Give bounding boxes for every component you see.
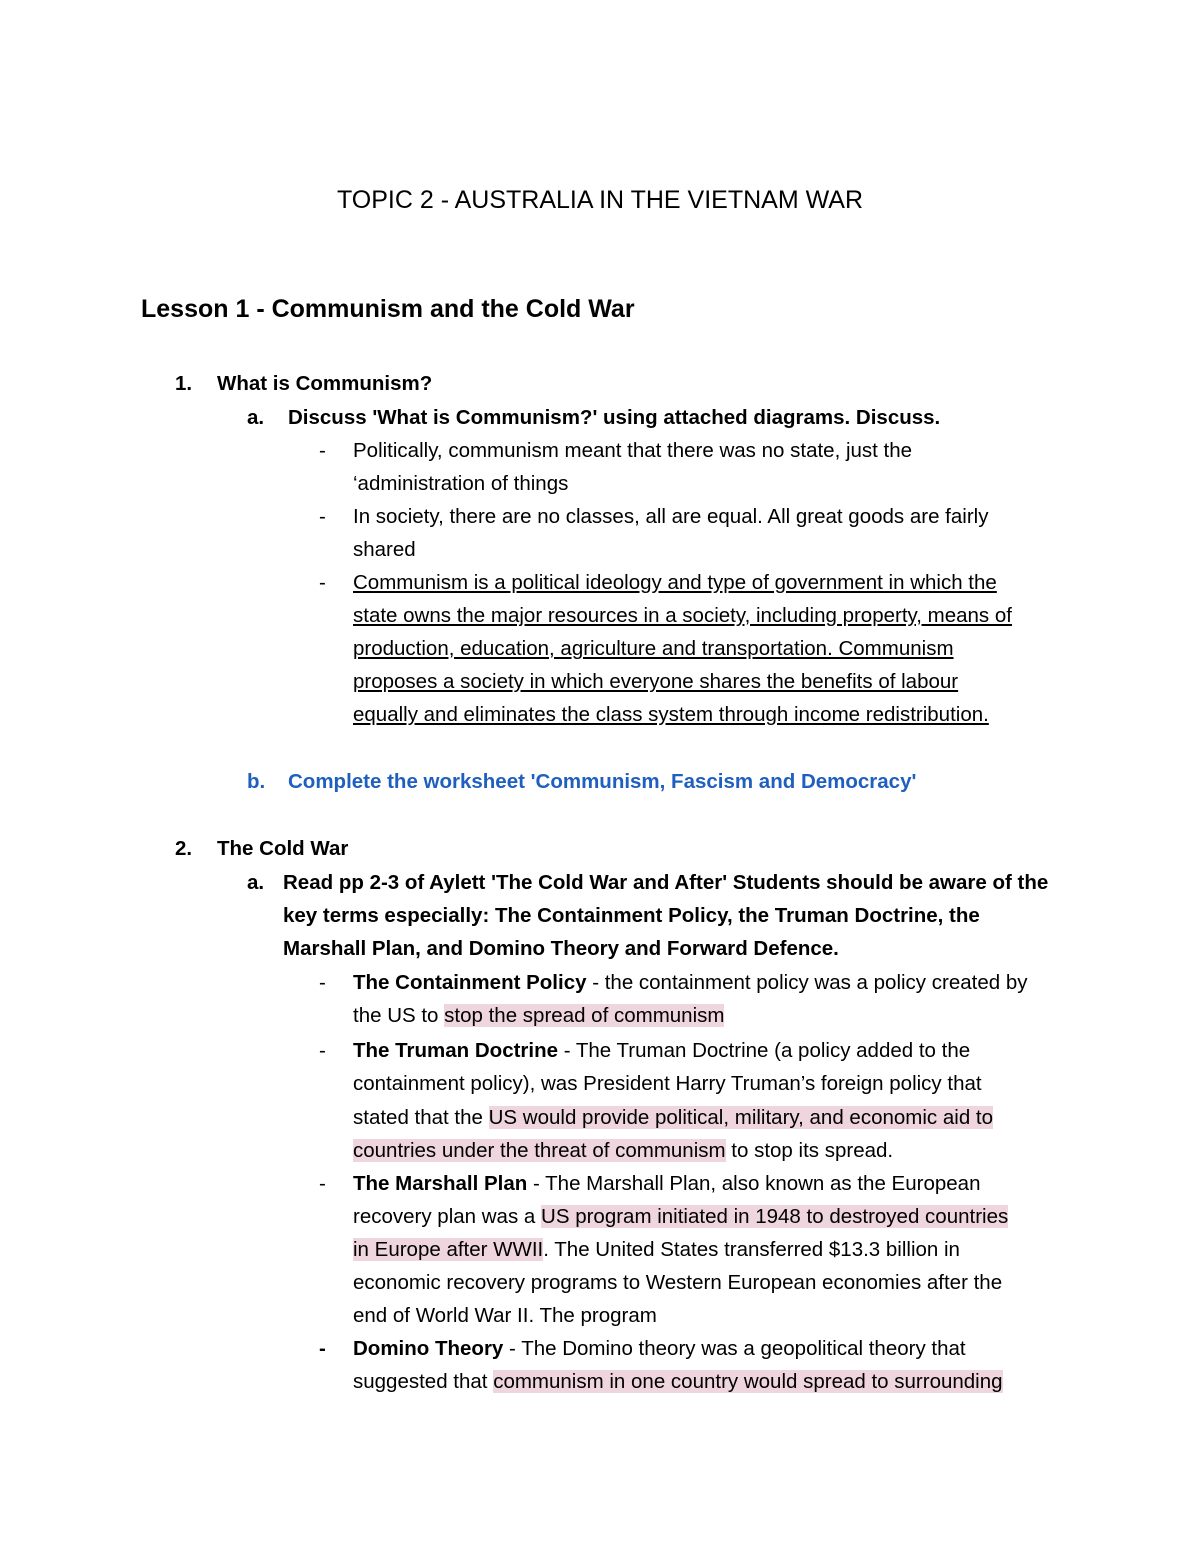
section2-number: 2.: [175, 837, 193, 860]
bullet-dash: -: [319, 439, 326, 462]
marshall-line5: end of World War II. The program: [353, 1304, 657, 1327]
bullet3-line3: production, education, agriculture and transportation. Communism: [353, 637, 954, 660]
containment-highlight: stop the spread of communism: [444, 1004, 725, 1027]
bullet3-line4: proposes a society in which everyone shares the benefits of labour: [353, 670, 959, 693]
truman-l3-plain: stated that the: [353, 1106, 489, 1129]
page-title: TOPIC 2 - AUSTRALIA IN THE VIETNAM WAR: [336, 186, 864, 214]
marshall-l2-plain: recovery plan was a: [353, 1205, 542, 1228]
bullet3-line5: equally and eliminates the class system through income redistribution.: [353, 703, 989, 726]
marshall-l3-plain: . The United States transferred $13.3 billion in: [543, 1238, 960, 1261]
domino-highlight: communism in one country would spread to surrounding: [493, 1370, 1003, 1393]
marshall-line2: [353, 1200, 1008, 1233]
section2-a-line1: Read pp 2-3 of Aylett 'The Cold War and After' Students should be aware of the: [283, 871, 1049, 894]
section1-b-marker: b.: [247, 770, 266, 793]
bullet-dash: -: [319, 571, 326, 594]
marshall-l1-rest: - The Marshall Plan, also known as the European: [527, 1172, 981, 1195]
section2-a-marker: a.: [247, 871, 265, 894]
bullet-dash: -: [319, 505, 326, 528]
domino-l1-rest: - The Domino theory was a geopolitical theory that: [503, 1337, 966, 1360]
domino-term: Domino Theory: [353, 1337, 504, 1360]
bullet2-line2: shared: [353, 538, 416, 561]
bullet-dash: -: [319, 1172, 326, 1195]
bullet1-line2: ‘administration of things: [353, 472, 569, 495]
truman-l4-plain: to stop its spread.: [725, 1139, 894, 1162]
bullet3-line1: Communism is a political ideology and type of government in which the: [353, 571, 997, 594]
containment-term: The Containment Policy: [353, 971, 587, 994]
truman-line4: [353, 1134, 893, 1167]
containment-line2: [353, 999, 724, 1032]
truman-line3: [353, 1101, 993, 1134]
containment-line1: [353, 966, 1027, 999]
truman-line1: [353, 1034, 970, 1067]
section2-a-line2: key terms especially: The Containment Policy, the Truman Doctrine, the: [283, 904, 980, 927]
truman-highlight-1: US would provide political, military, and economic aid to: [488, 1106, 994, 1129]
lesson-heading: Lesson 1 - Communism and the Cold War: [141, 295, 635, 323]
bullet-dash: -: [319, 1337, 326, 1360]
domino-l2-plain: suggested that: [353, 1370, 494, 1393]
bullet3-line2: state owns the major resources in a society, including property, means of: [353, 604, 1012, 627]
section1-a-marker: a.: [247, 406, 265, 429]
marshall-line4: economic recovery programs to Western European economies after the: [353, 1271, 1003, 1294]
domino-line1: [353, 1332, 966, 1365]
section1-number: 1.: [175, 372, 193, 395]
marshall-highlight-1: US program initiated in 1948 to destroyed countries: [541, 1205, 1009, 1228]
bullet-dash: -: [319, 971, 326, 994]
truman-term: The Truman Doctrine: [353, 1039, 559, 1062]
marshall-term: The Marshall Plan: [353, 1172, 528, 1195]
containment-l1-rest: - the containment policy was a policy created by: [586, 971, 1028, 994]
domino-line2: [353, 1365, 1003, 1398]
section2-a-line3: Marshall Plan, and Domino Theory and Forward Defence.: [283, 937, 839, 960]
truman-l1-rest: - The Truman Doctrine (a policy added to the: [558, 1039, 971, 1062]
bullet-dash: -: [319, 1039, 326, 1062]
section1-b-text: Complete the worksheet 'Communism, Fascism and Democracy': [288, 770, 917, 793]
truman-line2: containment policy), was President Harry Truman’s foreign policy that: [353, 1072, 982, 1095]
marshall-line1: [353, 1167, 980, 1200]
marshall-line3: [353, 1233, 960, 1266]
bullet1-line1: Politically, communism meant that there was no state, just the: [353, 439, 913, 462]
containment-l2-plain: the US to: [353, 1004, 445, 1027]
section1-a-text: Discuss 'What is Communism?' using attached diagrams. Discuss.: [288, 406, 941, 429]
marshall-highlight-2: in Europe after WWII: [353, 1238, 544, 1261]
bullet2-line1: In society, there are no classes, all are equal. All great goods are fairly: [353, 505, 989, 528]
section1-heading: What is Communism?: [217, 372, 433, 395]
section2-heading: The Cold War: [217, 837, 349, 860]
truman-highlight-2: countries under the threat of communism: [353, 1139, 726, 1162]
